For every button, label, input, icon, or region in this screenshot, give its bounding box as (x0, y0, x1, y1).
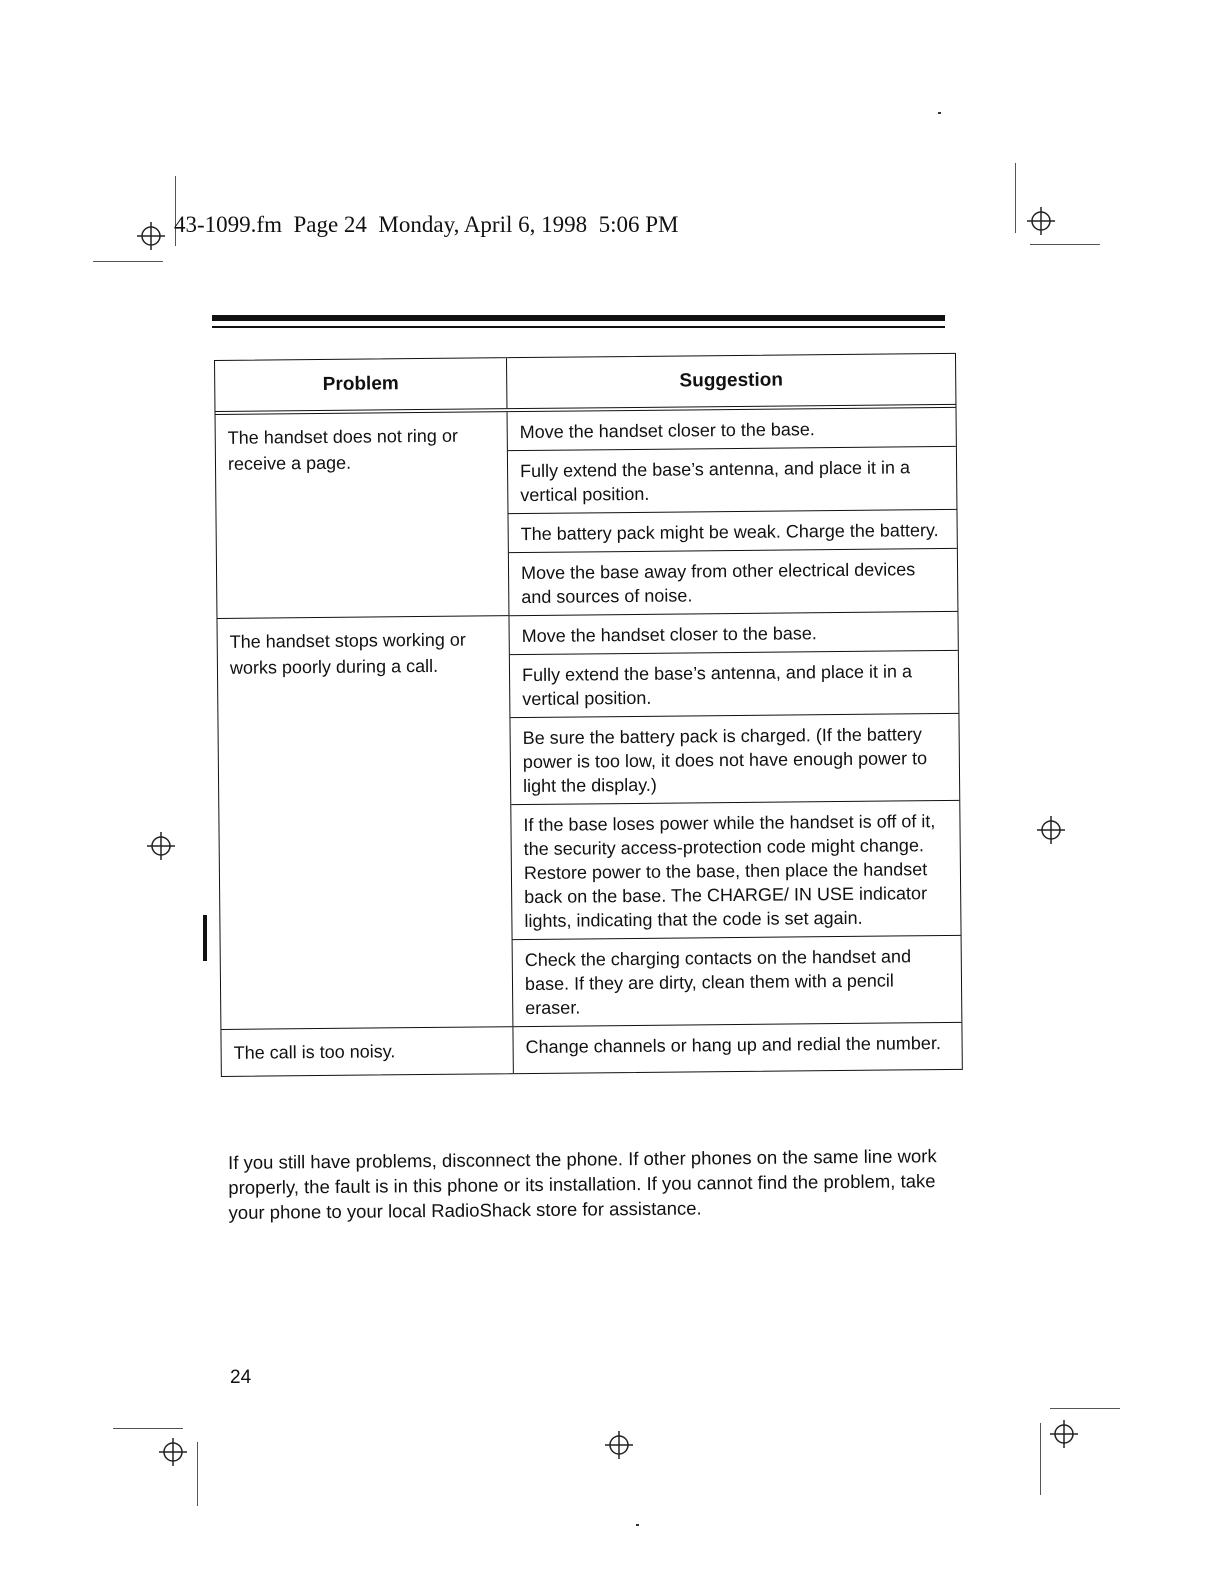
suggestion-cell: Move the handset closer to the base. (509, 612, 957, 655)
registration-mark-icon (1049, 1419, 1079, 1449)
crop-mark (113, 1428, 183, 1429)
crop-mark (93, 261, 163, 262)
problem-cell: The call is too noisy. (221, 1027, 513, 1076)
suggestion-cell: Move the base away from other electrical devices and sources of noise. (520, 559, 916, 608)
problem-cell: The handset does not ring or receive a page. (216, 412, 510, 618)
problem-column-header: Problem (215, 358, 507, 411)
crop-mark (1030, 244, 1100, 245)
suggestion-cell: Move the handset closer to the base. (508, 408, 956, 451)
suggestion-list (513, 1023, 961, 1073)
crop-mark (1040, 1423, 1041, 1495)
suggestion-list (508, 408, 958, 615)
scan-speck (636, 1524, 639, 1526)
registration-mark-icon (604, 1430, 634, 1460)
suggestion-cell: Be sure the battery pack is charged. (If the battery power is too low, it does not have enough power to light the display.) (510, 714, 959, 805)
page-number: 24 (230, 1367, 252, 1388)
problem-cell: The handset stops working or works poorly during a call. (217, 616, 513, 1029)
crop-mark (1050, 1408, 1120, 1409)
top-rule-thin (212, 326, 945, 328)
table-row (216, 408, 958, 619)
assistance-note: If you still have problems, disconnect the phone. If other phones on the same line work properly, the fault is in this phone or its installation. If you cannot find the problem, take your phone to your local RadioShack store for assistance. (228, 1145, 937, 1223)
crop-mark (197, 1442, 198, 1506)
crop-mark (1015, 163, 1016, 233)
registration-mark-icon (146, 831, 176, 861)
suggestion-column-header: Suggestion (679, 369, 784, 392)
suggestion-cell: Check the charging contacts on the handset and base. If they are dirty, clean them with a pencil eraser. (524, 946, 912, 1019)
troubleshooting-table (214, 353, 963, 1077)
table-row (217, 612, 961, 1030)
table-row (221, 1023, 961, 1076)
scan-speck (938, 112, 941, 114)
suggestion-list (509, 612, 961, 1026)
registration-mark-icon (158, 1437, 188, 1467)
table-header-row (215, 354, 955, 415)
suggestion-cell: Change channels or hang up and redial the number. (525, 1033, 941, 1058)
change-bar (203, 915, 207, 961)
file-header: 43-1099.fm Page 24 Monday, April 6, 1998 5:06 PM (174, 212, 679, 237)
suggestion-cell: Fully extend the base’s antenna, and place it in a vertical position. (508, 447, 957, 514)
suggestion-cell: The battery pack might be weak. Charge the battery. (508, 510, 956, 553)
registration-mark-icon (1036, 815, 1066, 845)
registration-mark-icon (136, 221, 166, 251)
suggestion-cell: If the base loses power while the handset is off of it, the security access-protection code might change. Restore power to the base, then place the handset back on the base. The CHARGE/ IN USE indicator lights, indicating that the code is set again. (511, 801, 960, 940)
top-rule (212, 315, 945, 321)
registration-mark-icon (1026, 206, 1056, 236)
suggestion-cell: Fully extend the base’s antenna, and place it in a vertical position. (510, 651, 959, 718)
